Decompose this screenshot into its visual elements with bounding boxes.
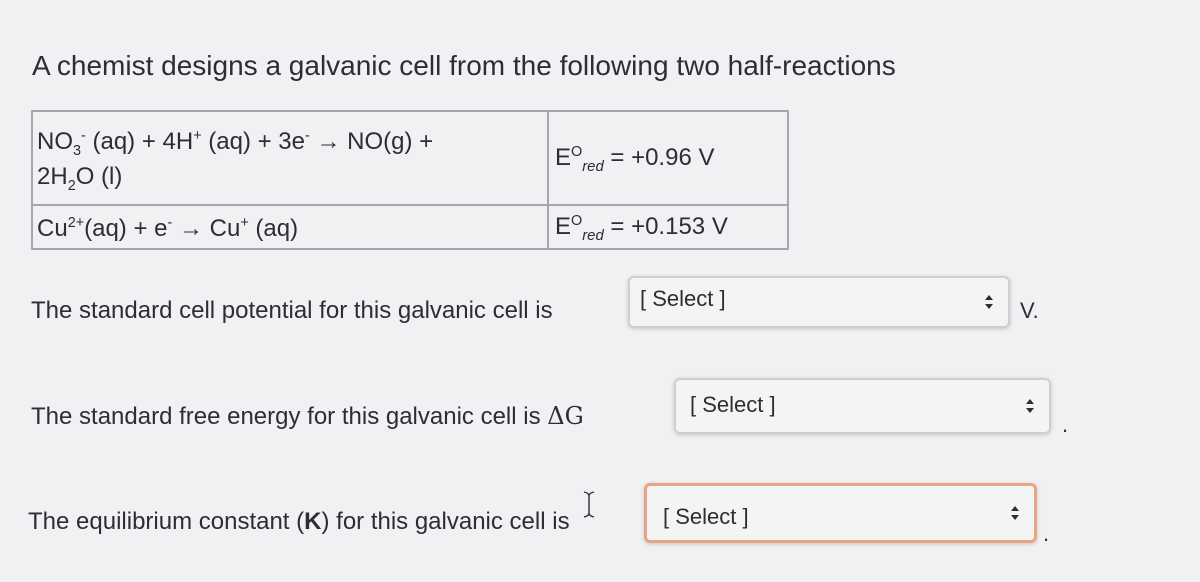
reduction-potential-value: = +0.153 V: [603, 213, 728, 240]
cell-potential-select[interactable]: [628, 276, 1010, 328]
dropdown-arrows-icon: [984, 294, 994, 310]
half-reactions-table: [31, 110, 789, 250]
dropdown-arrows-icon: [1025, 398, 1035, 414]
cell-potential-question: The standard cell potential for this galvanic cell is: [31, 297, 553, 324]
reduction-potential-cell: $E^O_{red} = +0.153$ V: [548, 205, 788, 249]
free-energy-question: The standard free energy for this galvanic cell is ΔG: [31, 402, 584, 430]
half-reaction-line: $2H_2O$ (l): [37, 163, 123, 194]
table-row: [32, 205, 788, 249]
unit-label: V.: [1020, 298, 1039, 323]
dropdown-arrows-icon: [1010, 505, 1020, 521]
reduction-potential-cell: $E^O_{red} = +0.96$ V: [548, 111, 788, 205]
reduction-potential-value: = +0.96 V: [603, 144, 715, 171]
half-reaction-line: $NO_3^-$ (aq) + 4H+ (aq) + 3e- → NO(g) +: [37, 128, 434, 159]
select-placeholder: [ Select ]: [663, 504, 749, 529]
equilibrium-constant-question: The equilibrium constant (K) for this galvanic cell is: [28, 508, 570, 535]
select-placeholder: [ Select ]: [640, 286, 726, 311]
trailing-period: .: [1062, 412, 1069, 437]
page-title: A chemist designs a galvanic cell from the following two half-reactions: [32, 50, 896, 81]
half-reaction-cell: $Cu^{2+}(aq) + e^- \to Cu^+$ (aq): [32, 205, 548, 249]
trailing-period: .: [1043, 521, 1050, 546]
table-row: [32, 111, 788, 205]
half-reaction-cell: [32, 111, 548, 205]
equilibrium-constant-select[interactable]: [644, 483, 1037, 543]
text-cursor-icon: [582, 491, 596, 518]
delta-g-symbol: ΔG: [547, 402, 584, 430]
free-energy-select[interactable]: [674, 378, 1051, 434]
select-placeholder: [ Select ]: [690, 392, 776, 417]
